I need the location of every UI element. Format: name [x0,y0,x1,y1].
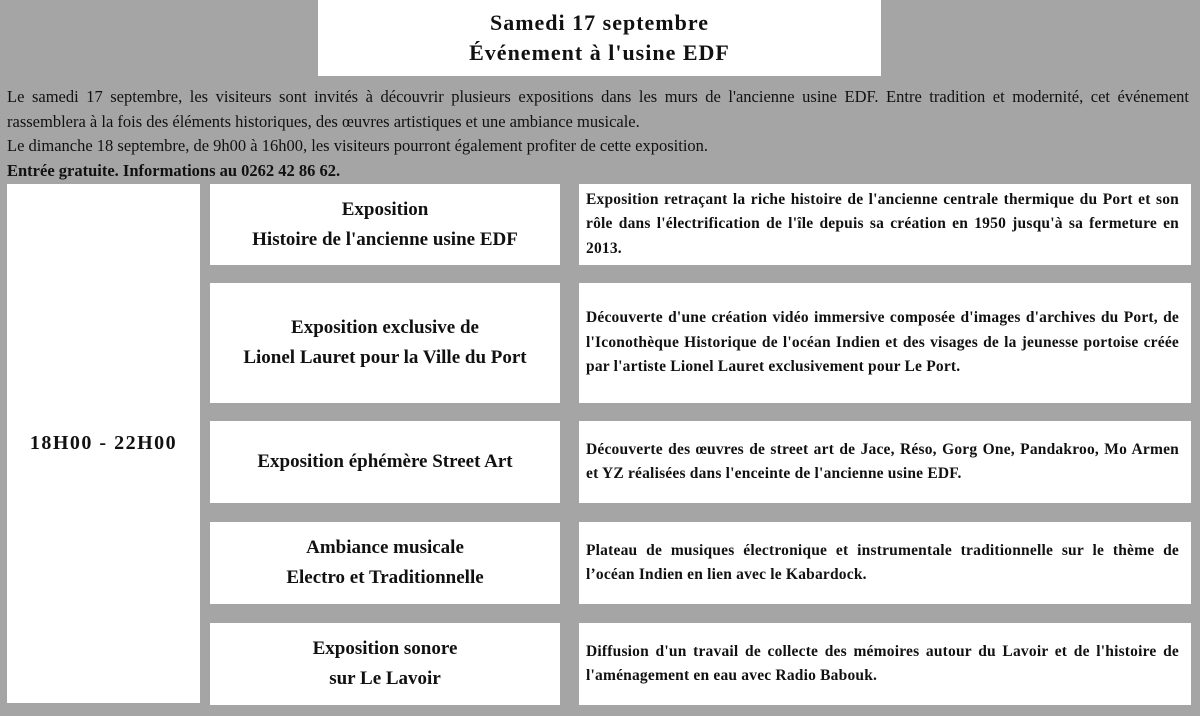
title-date: Samedi 17 septembre [489,10,710,35]
event-description-cell [579,623,1191,705]
event-description-cell [579,421,1191,503]
event-description-cell [579,184,1191,265]
event-description: Découverte des œuvres de street art de Jace, Réso, Gorg One, Pandakroo, Mo Armen et YZ réalisées dans l'enceinte de l'ancienne usine EDF. [586,440,1179,482]
event-title-line: Lionel Lauret pour la Ville du Port [243,347,527,368]
event-title-line: Exposition éphémère Street Art [257,451,513,472]
time-range-cell [7,184,200,703]
event-title-cell [210,184,560,265]
event-description: Plateau de musiques électronique et instrumentale traditionnelle sur le thème de l’océan Indien en lien avec le Kabardock. [586,541,1179,583]
event-description: Exposition retraçant la riche histoire de l'ancienne centrale thermique du Port et son rôle dans l'électrification de l'île depuis sa création en 1950 jusqu'à sa fermeture en 2013. [586,190,1179,257]
event-description: Diffusion d'un travail de collecte des mémoires autour du Lavoir et de l'histoire de l'aménagement en eau avec Radio Babouk. [586,642,1179,684]
event-title-line: Exposition sonore [312,638,458,659]
intro-info: Entrée gratuite. Informations au 0262 42 86 62. [7,160,341,180]
page-title [318,0,881,76]
event-title-line: Ambiance musicale [306,537,464,558]
intro-text [7,85,1189,183]
time-range: 18H00 - 22H00 [29,432,178,454]
event-title-cell [210,522,560,604]
event-description-cell [579,522,1191,604]
event-description: Découverte d'une création vidéo immersive composée d'images d'archives du Port, de l'Iconothèque Historique de l'océan Indien et des visages de la jeunesse portoise créée par l'artiste Lionel Lauret exclusivement pour Le Port. [586,309,1179,376]
event-title-cell [210,283,560,403]
event-title-line: Histoire de l'ancienne usine EDF [252,228,518,250]
event-title-cell [210,421,560,503]
event-title-cell [210,623,560,705]
event-description-cell [579,283,1191,403]
event-title-line: sur Le Lavoir [329,668,441,689]
title-event: Événement à l'usine EDF [469,40,730,65]
intro-paragraph-sunday: Le dimanche 18 septembre, de 9h00 à 16h00, les visiteurs pourront également profiter de cette exposition. [7,136,709,155]
event-title-line: Electro et Traditionnelle [286,567,484,588]
event-title-line: Exposition [341,198,429,220]
intro-paragraph-saturday: Le samedi 17 septembre, les visiteurs sont invités à découvrir plusieurs expositions dans les murs de l'ancienne usine EDF. Entre tradition et modernité, cet événement rassemblera à la fois des éléments historiques, des œuvres artistiques et une ambiance musicale. [7,87,1189,131]
event-title-line: Exposition exclusive de [291,317,479,338]
